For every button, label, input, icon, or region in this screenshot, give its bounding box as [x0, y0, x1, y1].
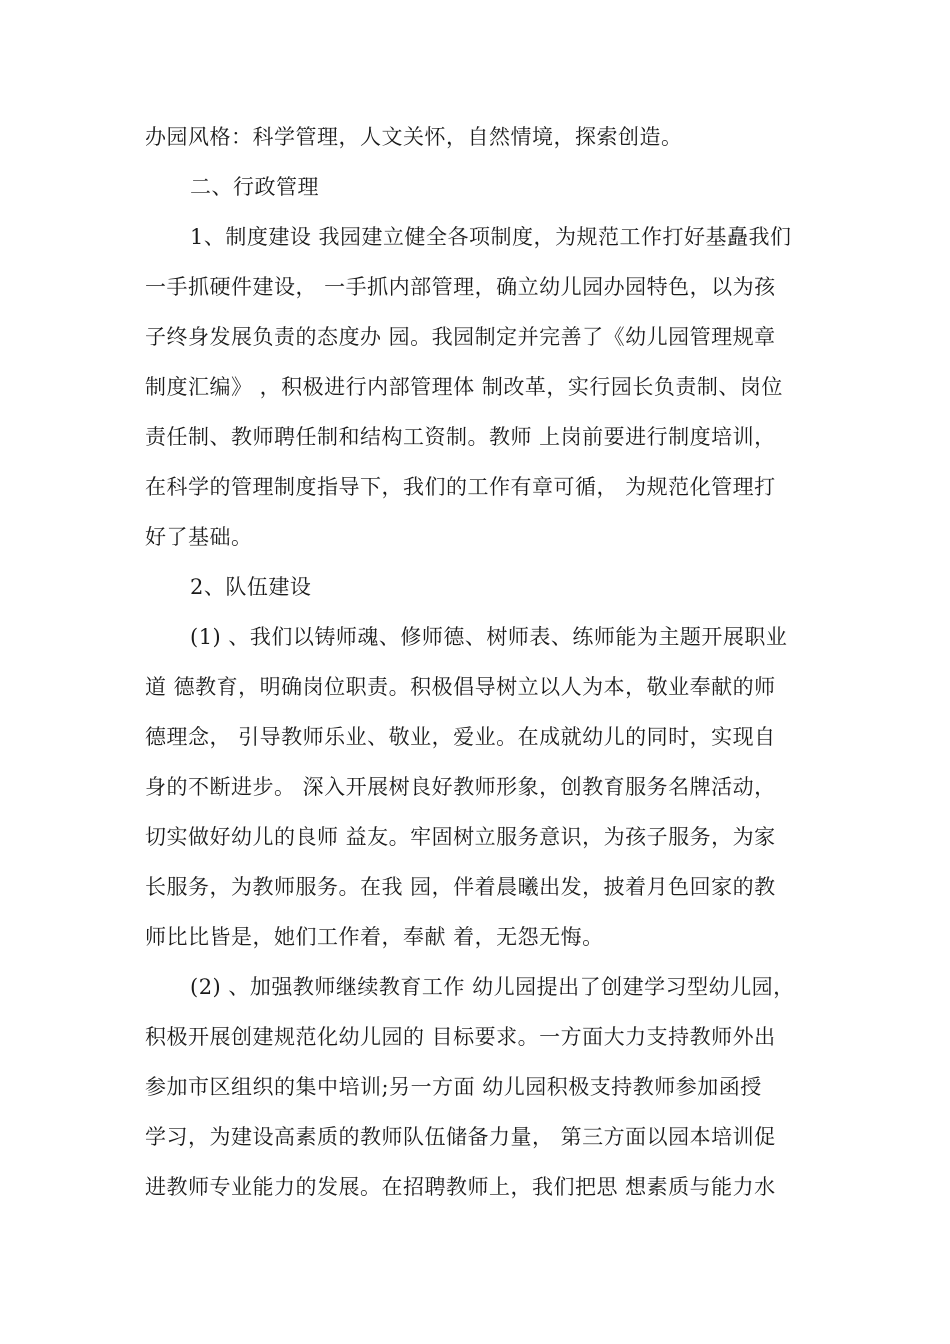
text-line: 子终身发展负责的态度办 园。我园制定并完善了《幼儿园管理规章	[145, 325, 776, 349]
section-heading-admin: 二、行政管理	[190, 175, 319, 199]
text-line: (1) 、我们以铸师魂、修师德、树师表、练师能为主题开展职业	[190, 625, 788, 649]
text-line: 德理念， 引导教师乐业、敬业，爱业。在成就幼儿的同时，实现自	[145, 725, 776, 749]
section-heading-team: 2、队伍建设	[190, 575, 312, 599]
text-line: 在科学的管理制度指导下，我们的工作有章可循， 为规范化管理打	[145, 475, 776, 499]
text-line: 积极开展创建规范化幼儿园的 目标要求。一方面大力支持教师外出	[145, 1025, 776, 1049]
text-line: (2) 、加强教师继续教育工作 幼儿园提出了创建学习型幼儿园，	[190, 975, 795, 999]
text-line: 责任制、教师聘任制和结构工资制。教师 上岗前要进行制度培训，	[145, 425, 776, 449]
text-line: 身的不断进步。 深入开展树良好教师形象，创教育服务名牌活动，	[145, 775, 776, 799]
text-line: 制度汇编》 ，积极进行内部管理体 制改革，实行园长负责制、岗位	[145, 375, 783, 399]
text-line-style: 办园风格：科学管理，人文关怀，自然情境，探索创造。	[145, 125, 683, 149]
text-line: 参加市区组织的集中培训;另一方面 幼儿园积极支持教师参加函授	[145, 1075, 762, 1099]
text-line: 道 德教育，明确岗位职责。积极倡导树立以人为本，敬业奉献的师	[145, 675, 776, 699]
text-line: 长服务，为教师服务。在我 园，伴着晨曦出发，披着月色回家的教	[145, 875, 776, 899]
text-line: 一手抓硬件建设， 一手抓内部管理，确立幼儿园办园特色，以为孩	[145, 275, 776, 299]
text-line: 师比比皆是，她们工作着，奉献 着，无怨无悔。	[145, 925, 604, 949]
text-line: 切实做好幼儿的良师 益友。牢固树立服务意识，为孩子服务，为家	[145, 825, 776, 849]
text-line: 好了基础。	[145, 525, 253, 549]
text-line: 进教师专业能力的发展。在招聘教师上，我们把思 想素质与能力水	[145, 1175, 776, 1199]
text-line: 学习，为建设高素质的教师队伍储备力量， 第三方面以园本培训促	[145, 1125, 776, 1149]
text-line: 1、制度建设 我园建立健全各项制度，为规范工作打好基矗我们	[190, 225, 792, 249]
